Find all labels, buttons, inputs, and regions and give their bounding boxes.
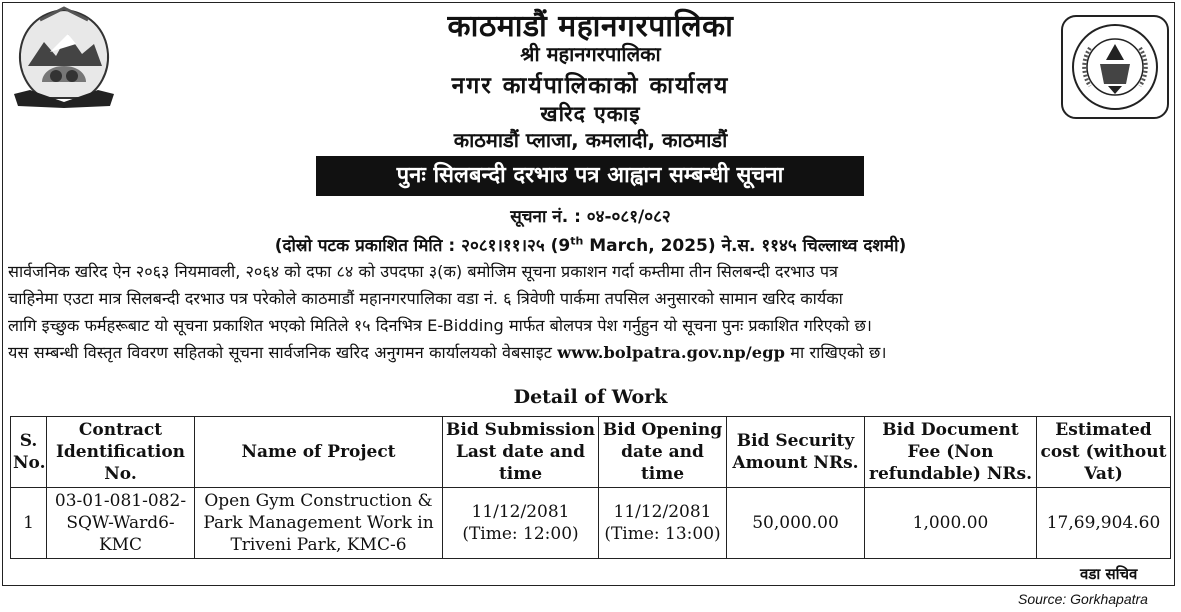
col-header: Bid Submission Last date and time (443, 417, 599, 488)
col-header: Bid Document Fee (Non refundable) NRs. (865, 417, 1037, 488)
website-link[interactable]: www.bolpatra.gov.np/egp (557, 343, 786, 362)
cell-estimated-cost: 17,69,904.60 (1037, 488, 1171, 559)
detail-title: Detail of Work (513, 386, 668, 408)
cell-bid-security: 50,000.00 (727, 488, 865, 559)
signature: वडा सचिव (1080, 565, 1138, 583)
org-name: काठमाडौं महानगरपालिका (447, 9, 734, 44)
body-line: चाहिनेमा एउटा मात्र सिलबन्दी दरभाउ पत्र परेकोले काठमाडौं महानगरपालिका वडा नं. ६ त्रिवेणी पार्कमा तपसिल अनुसारको सामान खरिद कार्यका (8, 289, 843, 308)
table-row (11, 488, 1171, 559)
body-line: यस सम्बन्धी विस्तृत विवरण सहितको सूचना सार्वजनिक खरिद अनुगमन कार्यालयको वेबसाइट www.bolpatra.gov.np/egp मा राखिएको छ। (8, 343, 887, 362)
cell-contract-id: 03-01-081-082- SQW-Ward6- KMC (47, 488, 195, 559)
source-credit: Source: Gorkhapatra (1018, 591, 1148, 607)
publication-date: (दोस्रो पटक प्रकाशित मिति : २०८१।११।२५ (9th March, 2025) ने.स. ११४५ चिल्लाथ्व दशमी) (274, 234, 907, 256)
motto: श्री महानगरपालिका (520, 42, 661, 66)
cell-opening: 11/12/2081 (Time: 13:00) (599, 488, 727, 559)
cell-project: Open Gym Construction & Park Management Work in Triveni Park, KMC-6 (195, 488, 443, 559)
table-header-row (11, 417, 1171, 488)
body-line: लागि इच्छुक फर्महरूबाट यो सूचना प्रकाशित भएको मितिले १५ दिनभित्र E-Bidding मार्फत बोलपत्र पेश गर्नुहुन यो सूचना पुनः प्रकाशित गरिएको छ। (8, 316, 872, 335)
address: काठमाडौं प्लाजा, कमलादी, काठमाडौं (453, 128, 728, 152)
col-header: Estimated cost (without Vat) (1037, 417, 1171, 488)
col-header: Contract Identification No. (47, 417, 195, 488)
col-header: Bid Security Amount NRs. (727, 417, 865, 488)
unit-name: खरिद एकाइ (540, 102, 641, 126)
cell-sn: 1 (11, 488, 47, 559)
col-header: Bid Opening date and time (599, 417, 727, 488)
work-detail-table (10, 416, 1171, 559)
notice-body (8, 258, 1173, 366)
cell-doc-fee: 1,000.00 (865, 488, 1037, 559)
col-header: Name of Project (195, 417, 443, 488)
notice-title: पुनः सिलबन्दी दरभाउ पत्र आह्वान सम्बन्धी सूचना (316, 156, 864, 196)
body-line: सार्वजनिक खरिद ऐन २०६३ नियमावली, २०६४ को दफा ८४ को उपदफा ३(क) बमोजिम सूचना प्रकाशन गर्दा कम्तीमा तीन सिलबन्दी दरभाउ पत्र (8, 262, 838, 281)
col-header: S. No. (11, 417, 47, 488)
cell-submission: 11/12/2081 (Time: 12:00) (443, 488, 599, 559)
notice-number: सूचना नं. : ०४-०८१/०८२ (510, 207, 671, 227)
office-name: नगर कार्यपालिकाको कार्यालय (451, 73, 730, 99)
